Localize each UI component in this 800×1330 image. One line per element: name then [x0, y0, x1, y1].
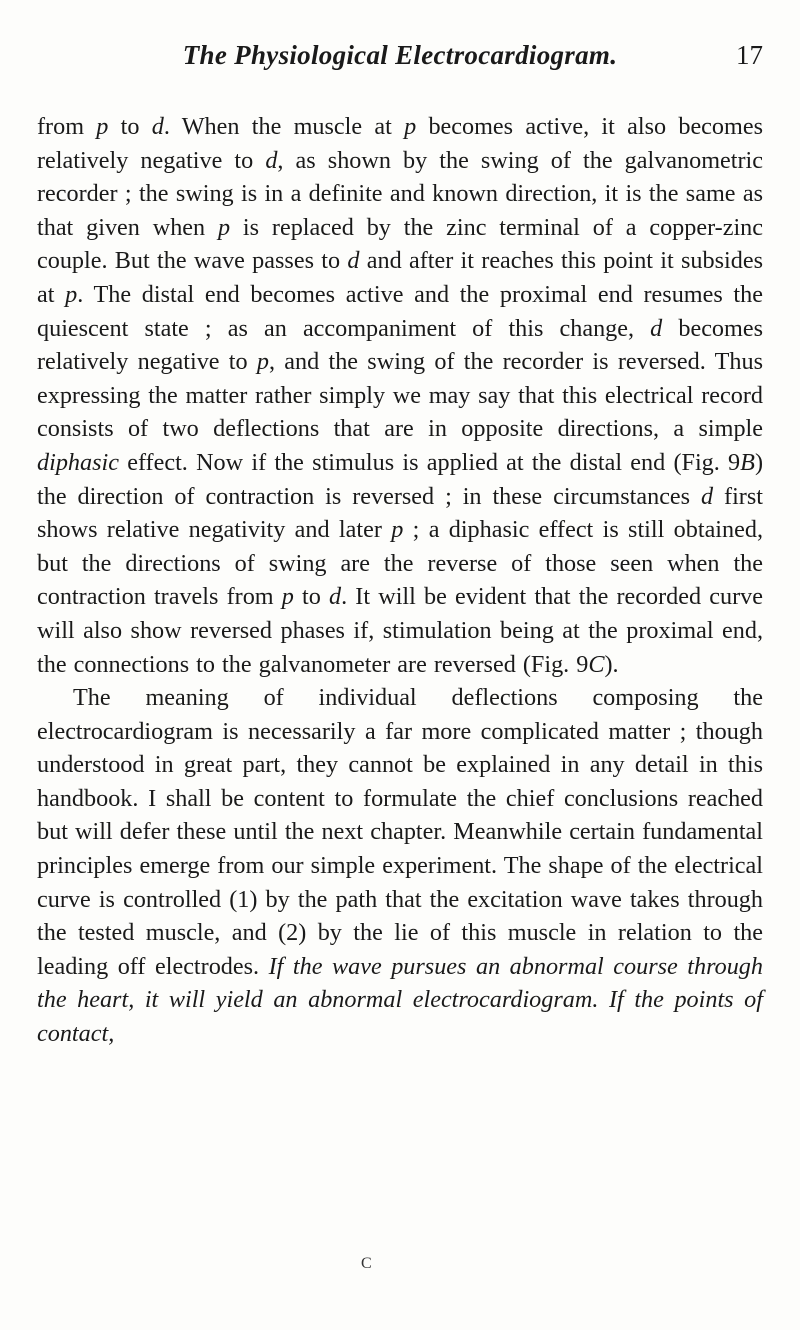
- text-run: , and the swing of the recorder is reversed. Thus expressing the matter rather simply we may say that this electrical record consists of two deflections that are in opposite directions, a simple: [37, 348, 763, 443]
- italic-letter: d: [650, 314, 663, 342]
- running-header: [37, 40, 763, 82]
- italic-letter: d: [329, 583, 342, 611]
- text-run: and after it reaches this point it subsides at: [37, 247, 763, 308]
- text-run: first shows relative negativity and later: [37, 482, 763, 544]
- italic-letter: p: [404, 113, 417, 140]
- text-run: to: [108, 113, 152, 140]
- paragraph-2: [37, 681, 763, 1051]
- italic-letter: p: [96, 113, 109, 140]
- text-run: effect. Now if the stimulus is applied at the distal end (Fig. 9: [118, 448, 741, 476]
- italic-sentence: If the wave pursues an abnormal course through the heart, it will yield an abnormal electrocardiogram. If the points of contact,: [37, 952, 763, 1048]
- italic-letter: p: [256, 348, 269, 376]
- text-run: becomes active, it also becomes relatively negative to: [37, 113, 763, 174]
- italic-letter: d: [701, 482, 714, 510]
- text-run: ).: [604, 650, 619, 678]
- text-run: . It will be evident that the recorded curve will also show reversed phases if, stimulation being at the proximal end, the connections to the galvanometer are reversed (Fig. 9: [37, 583, 763, 678]
- italic-letter: p: [217, 213, 231, 241]
- text-run: ) the direction of contraction is reversed ; in these circumstances: [37, 448, 763, 510]
- running-title: The Physiological Electrocardiogram.: [182, 40, 618, 70]
- italic-letter: d: [151, 113, 164, 140]
- italic-letter: d: [347, 247, 360, 275]
- text-run: from: [37, 113, 97, 140]
- italic-letter: p: [391, 516, 404, 544]
- text-run: becomes relatively negative to: [37, 314, 763, 376]
- text-run: ; a diphasic effect is still obtained, but the directions of swing are the reverse of those seen when the contraction travels from: [37, 516, 763, 611]
- italic-letter: d: [265, 146, 278, 174]
- text-run: The meaning of individual deflections composing the electrocardiogram is necessarily a far more complicated matter ; though understood in great part, they cannot be explained in any detail in this handbook. I shall be content to formulate the chief conclusions reached but will defer these until the next chapter. Meanwhile certain fundamental principles emerge from our simple experiment. The shape of the electrical curve is controlled (1) by the path that the excitation wave takes through the tested muscle, and (2) by the lie of this muscle in relation to the leading off electrodes.: [37, 684, 763, 980]
- text-run: . The distal end becomes active and the proximal end resumes the quiescent state ; as an accompaniment of this change,: [37, 280, 763, 342]
- text-run: . When the muscle at: [163, 113, 405, 140]
- italic-letter: p: [281, 583, 294, 611]
- text-run: to: [293, 583, 329, 611]
- signature-mark: C: [361, 1255, 372, 1272]
- text-run: is replaced by the zinc terminal of a copper-zinc couple. But the wave passes to: [37, 213, 763, 275]
- body-text: [37, 110, 763, 1051]
- text-run: , as shown by the swing of the galvanometric recorder ; the swing is in a definite and known direction, it is the same as that given when: [37, 146, 763, 241]
- book-page: [37, 40, 763, 1051]
- page-number: 17: [736, 40, 763, 70]
- figure-ref-letter: C: [588, 650, 605, 678]
- italic-letter: p: [65, 280, 78, 308]
- figure-ref-letter: B: [740, 448, 755, 476]
- paragraph-1: [37, 110, 763, 681]
- italic-term: diphasic: [37, 448, 119, 476]
